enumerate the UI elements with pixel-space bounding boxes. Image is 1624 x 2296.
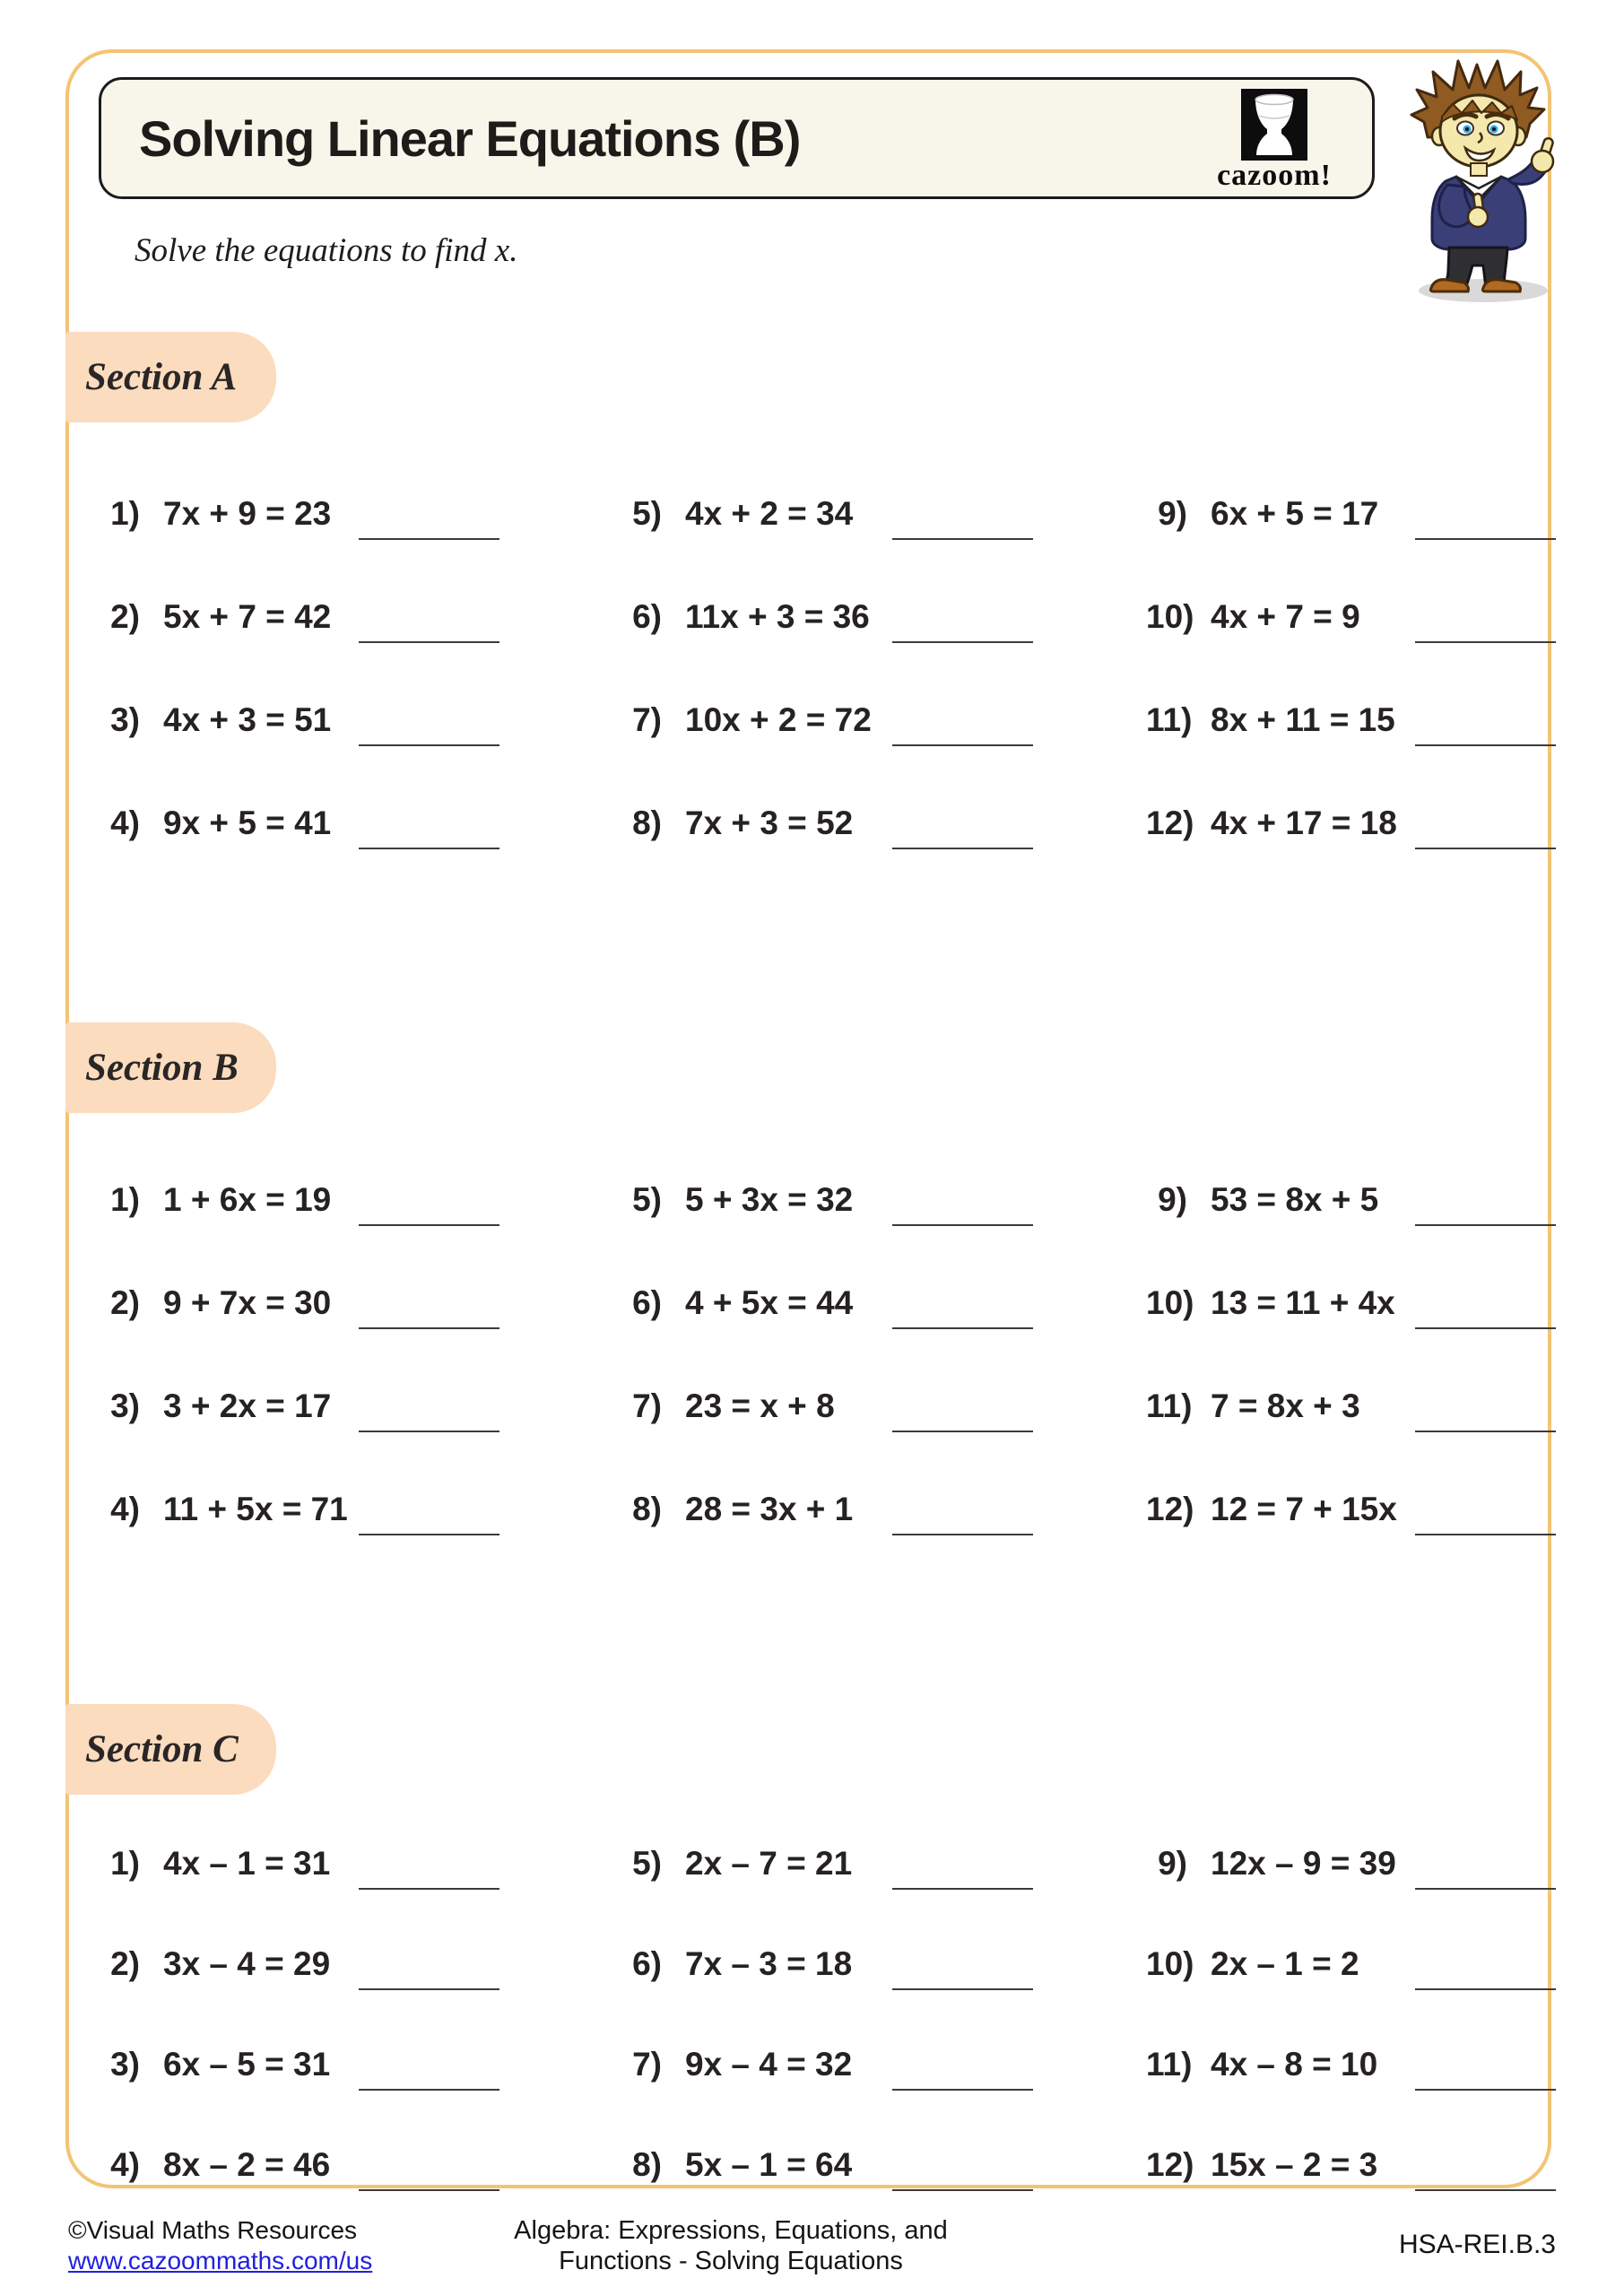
answer-blank-line bbox=[892, 538, 1033, 540]
question-number: 3) bbox=[110, 1387, 140, 1424]
question-number: 5) bbox=[632, 1845, 662, 1882]
footer-subject bbox=[408, 2215, 1054, 2276]
equation-text: 3x – 4 = 29 bbox=[163, 1945, 331, 1982]
equation-text: 15x – 2 = 3 bbox=[1211, 2146, 1378, 2183]
answer-blank-line bbox=[1415, 1431, 1556, 1432]
question-number: 4) bbox=[110, 804, 140, 841]
answer-blank-line bbox=[359, 1988, 499, 1990]
question-number: 11) bbox=[1146, 1387, 1193, 1424]
question-number: 2) bbox=[110, 1284, 140, 1321]
answer-blank-line bbox=[1415, 1988, 1556, 1990]
question-number: 8) bbox=[632, 1491, 662, 1527]
question-item bbox=[99, 495, 499, 565]
answer-blank-line bbox=[892, 1224, 1033, 1226]
cazoom-logo-text: cazoom! bbox=[1217, 159, 1332, 192]
answer-blank-line bbox=[359, 641, 499, 643]
question-number: 6) bbox=[632, 1284, 662, 1321]
answer-blank-line bbox=[892, 1534, 1033, 1535]
equation-text: 10x + 2 = 72 bbox=[685, 701, 872, 738]
equation-text: 4x + 3 = 51 bbox=[163, 701, 332, 738]
answer-blank-line bbox=[1415, 2089, 1556, 2091]
question-number: 8) bbox=[632, 2146, 662, 2183]
answer-blank-line bbox=[359, 1534, 499, 1535]
question-item bbox=[99, 701, 499, 771]
question-item bbox=[621, 701, 1033, 771]
equation-text: 12x – 9 = 39 bbox=[1211, 1845, 1396, 1882]
footer bbox=[0, 2205, 1624, 2294]
question-number: 6) bbox=[632, 598, 662, 635]
question-item bbox=[621, 495, 1033, 565]
copyright-text: ©Visual Maths Resources bbox=[68, 2216, 358, 2244]
question-item bbox=[99, 2046, 499, 2116]
equation-text: 4 + 5x = 44 bbox=[685, 1284, 854, 1321]
answer-blank-line bbox=[1415, 1534, 1556, 1535]
equation-text: 28 = 3x + 1 bbox=[685, 1491, 854, 1527]
question-item bbox=[99, 1491, 499, 1561]
question-number: 10) bbox=[1146, 1284, 1194, 1321]
title-box bbox=[99, 77, 1375, 199]
answer-blank-line bbox=[359, 848, 499, 849]
answer-blank-line bbox=[892, 1988, 1033, 1990]
answer-blank-line bbox=[359, 1327, 499, 1329]
answer-blank-line bbox=[359, 1431, 499, 1432]
answer-blank-line bbox=[1415, 538, 1556, 540]
footer-subject-line1: Algebra: Expressions, Equations, and bbox=[514, 2216, 948, 2245]
equation-text: 9 + 7x = 30 bbox=[163, 1284, 332, 1321]
equation-text: 3 + 2x = 17 bbox=[163, 1387, 332, 1424]
question-item bbox=[99, 804, 499, 874]
equation-text: 5x – 1 = 64 bbox=[685, 2146, 853, 2183]
equation-text: 8x – 2 = 46 bbox=[163, 2146, 331, 2183]
question-number: 2) bbox=[110, 598, 140, 635]
question-number: 4) bbox=[110, 1491, 140, 1527]
equation-text: 6x – 5 = 31 bbox=[163, 2046, 331, 2083]
equation-text: 4x + 17 = 18 bbox=[1211, 804, 1397, 841]
question-number: 7) bbox=[632, 2046, 662, 2083]
question-item bbox=[621, 598, 1033, 668]
question-item bbox=[1146, 1387, 1556, 1457]
answer-blank-line bbox=[892, 1888, 1033, 1890]
answer-blank-line bbox=[1415, 1888, 1556, 1890]
section-header-pill bbox=[65, 1704, 276, 1795]
answer-blank-line bbox=[892, 2189, 1033, 2191]
question-item bbox=[1146, 1491, 1556, 1561]
question-item bbox=[621, 1845, 1033, 1915]
question-number: 11) bbox=[1146, 2046, 1193, 2083]
equation-text: 2x – 7 = 21 bbox=[685, 1845, 853, 1882]
equation-text: 1 + 6x = 19 bbox=[163, 1181, 332, 1218]
question-number: 2) bbox=[110, 1945, 140, 1982]
question-item bbox=[1146, 598, 1556, 668]
question-number: 7) bbox=[632, 1387, 662, 1424]
question-item bbox=[99, 1387, 499, 1457]
question-item bbox=[1146, 495, 1556, 565]
question-item bbox=[1146, 1945, 1556, 2015]
equation-text: 7 = 8x + 3 bbox=[1211, 1387, 1360, 1424]
answer-blank-line bbox=[892, 2089, 1033, 2091]
equation-text: 4x – 1 = 31 bbox=[163, 1845, 331, 1882]
question-number: 8) bbox=[632, 804, 662, 841]
answer-blank-line bbox=[892, 641, 1033, 643]
section-label: Section C bbox=[85, 1728, 239, 1770]
question-number: 3) bbox=[110, 2046, 140, 2083]
section-header-pill bbox=[65, 1022, 276, 1113]
website-link[interactable]: www.cazoommaths.com/us bbox=[68, 2247, 373, 2274]
answer-blank-line bbox=[1415, 744, 1556, 746]
answer-blank-line bbox=[1415, 641, 1556, 643]
question-item bbox=[99, 1284, 499, 1354]
question-number: 1) bbox=[110, 1845, 140, 1882]
question-item bbox=[1146, 1284, 1556, 1354]
question-item bbox=[621, 1181, 1033, 1251]
question-number: 9) bbox=[1158, 495, 1187, 532]
question-number: 3) bbox=[110, 701, 140, 738]
question-item bbox=[99, 1181, 499, 1251]
question-item bbox=[99, 1845, 499, 1915]
answer-blank-line bbox=[1415, 2189, 1556, 2191]
question-number: 12) bbox=[1146, 1491, 1194, 1527]
question-item bbox=[621, 804, 1033, 874]
equation-text: 4x – 8 = 10 bbox=[1211, 2046, 1378, 2083]
question-item bbox=[621, 1387, 1033, 1457]
question-item bbox=[621, 1491, 1033, 1561]
equation-text: 9x – 4 = 32 bbox=[685, 2046, 853, 2083]
question-number: 5) bbox=[632, 1181, 662, 1218]
page-title: Solving Linear Equations (B) bbox=[139, 109, 801, 167]
cazoom-logo bbox=[1216, 89, 1333, 193]
question-number: 9) bbox=[1158, 1181, 1187, 1218]
question-item bbox=[1146, 804, 1556, 874]
question-number: 5) bbox=[632, 495, 662, 532]
question-item bbox=[99, 598, 499, 668]
equation-text: 7x – 3 = 18 bbox=[685, 1945, 853, 1982]
equation-text: 9x + 5 = 41 bbox=[163, 804, 332, 841]
question-item bbox=[1146, 1845, 1556, 1915]
question-number: 10) bbox=[1146, 598, 1194, 635]
answer-blank-line bbox=[1415, 848, 1556, 849]
section-label: Section A bbox=[85, 356, 238, 398]
equation-text: 7x + 3 = 52 bbox=[685, 804, 854, 841]
footer-subject-line2: Functions - Solving Equations bbox=[559, 2247, 903, 2275]
equation-text: 8x + 11 = 15 bbox=[1211, 701, 1395, 738]
question-item bbox=[1146, 701, 1556, 771]
section-header-pill bbox=[65, 332, 276, 422]
question-item bbox=[621, 2046, 1033, 2116]
instruction-text: Solve the equations to find x. bbox=[135, 232, 518, 269]
answer-blank-line bbox=[359, 2089, 499, 2091]
question-number: 11) bbox=[1146, 701, 1193, 738]
equation-text: 13 = 11 + 4x bbox=[1211, 1284, 1395, 1321]
student-character-illustration bbox=[1392, 52, 1598, 312]
question-number: 12) bbox=[1146, 2146, 1194, 2183]
question-number: 1) bbox=[110, 1181, 140, 1218]
answer-blank-line bbox=[359, 1224, 499, 1226]
question-number: 7) bbox=[632, 701, 662, 738]
question-item bbox=[1146, 2046, 1556, 2116]
equation-text: 5x + 7 = 42 bbox=[163, 598, 332, 635]
section-label: Section B bbox=[85, 1047, 239, 1089]
equation-text: 53 = 8x + 5 bbox=[1211, 1181, 1379, 1218]
equation-text: 11 + 5x = 71 bbox=[163, 1491, 348, 1527]
equation-text: 11x + 3 = 36 bbox=[685, 598, 870, 635]
question-number: 10) bbox=[1146, 1945, 1194, 1982]
answer-blank-line bbox=[892, 1431, 1033, 1432]
question-item bbox=[621, 1945, 1033, 2015]
question-number: 9) bbox=[1158, 1845, 1187, 1882]
answer-blank-line bbox=[359, 744, 499, 746]
equation-text: 6x + 5 = 17 bbox=[1211, 495, 1379, 532]
answer-blank-line bbox=[892, 744, 1033, 746]
answer-blank-line bbox=[892, 1327, 1033, 1329]
cazoom-drum-icon bbox=[1241, 89, 1307, 161]
equation-text: 7x + 9 = 23 bbox=[163, 495, 332, 532]
equation-text: 4x + 7 = 9 bbox=[1211, 598, 1360, 635]
equation-text: 2x – 1 = 2 bbox=[1211, 1945, 1359, 1982]
answer-blank-line bbox=[359, 2189, 499, 2191]
question-item bbox=[621, 1284, 1033, 1354]
question-number: 6) bbox=[632, 1945, 662, 1982]
answer-blank-line bbox=[359, 538, 499, 540]
standard-code: HSA-REI.B.3 bbox=[1398, 2230, 1556, 2259]
answer-blank-line bbox=[1415, 1224, 1556, 1226]
question-number: 4) bbox=[110, 2146, 140, 2183]
question-item bbox=[99, 1945, 499, 2015]
equation-text: 23 = x + 8 bbox=[685, 1387, 835, 1424]
equation-text: 4x + 2 = 34 bbox=[685, 495, 854, 532]
answer-blank-line bbox=[1415, 1327, 1556, 1329]
question-number: 1) bbox=[110, 495, 140, 532]
answer-blank-line bbox=[892, 848, 1033, 849]
answer-blank-line bbox=[359, 1888, 499, 1890]
equation-text: 12 = 7 + 15x bbox=[1211, 1491, 1397, 1527]
question-item bbox=[1146, 1181, 1556, 1251]
question-number: 12) bbox=[1146, 804, 1194, 841]
equation-text: 5 + 3x = 32 bbox=[685, 1181, 854, 1218]
